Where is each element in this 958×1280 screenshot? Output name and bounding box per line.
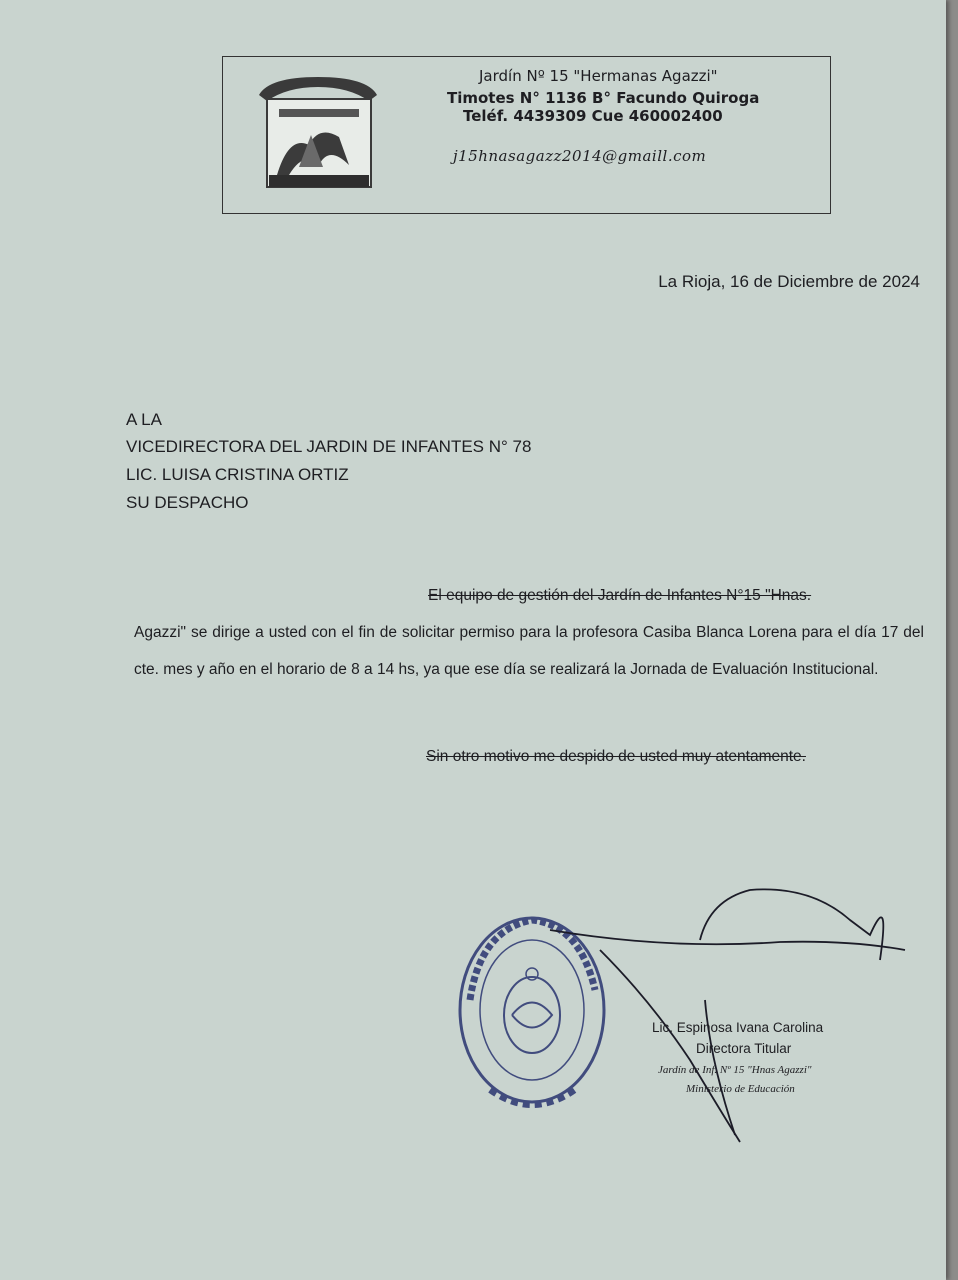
recipient-line-3: LIC. LUISA CRISTINA ORTIZ <box>126 465 349 484</box>
signatory-stamp-2: Ministerio de Educación <box>686 1083 795 1095</box>
school-name: Jardín Nº 15 "Hermanas Agazzi" <box>479 67 718 85</box>
body-first-line: El equipo de gestión del Jardín de Infantes N°15 "Hnas. <box>428 587 812 604</box>
letterhead <box>222 56 831 214</box>
school-logo <box>249 75 387 193</box>
signatory-stamp-1: Jardín de Inf. Nº 15 "Hnas Agazzi" <box>658 1064 812 1076</box>
recipient-line-1: A LA <box>126 410 162 429</box>
school-email: j15hnasagazz2014@gmaill.com <box>453 147 707 165</box>
school-phone-cue: Teléf. 4439309 Cue 460002400 <box>463 107 723 125</box>
signatory-name: Lic. Espinosa Ivana Carolina <box>652 1020 824 1035</box>
date-line: La Rioja, 16 de Diciembre de 2024 <box>658 272 920 291</box>
closing-line: Sin otro motivo me despido de usted muy atentamente. <box>426 748 806 765</box>
recipient-line-2: VICEDIRECTORA DEL JARDIN DE INFANTES N° 78 <box>126 437 532 456</box>
school-address: Timotes N° 1136 B° Facundo Quiroga <box>447 89 760 107</box>
signatory-title: Directora Titular <box>696 1041 792 1056</box>
recipient-line-4: SU DESPACHO <box>126 493 249 512</box>
body-paragraph: Agazzi" se dirige a usted con el fin de solicitar permiso para la profesora Casiba Blanca Lorena para el día 17 del cte. mes y año en el horario de 8 a 14 hs, ya que ese día se realizará la Jornada de Evaluación Institucional. <box>134 624 924 678</box>
